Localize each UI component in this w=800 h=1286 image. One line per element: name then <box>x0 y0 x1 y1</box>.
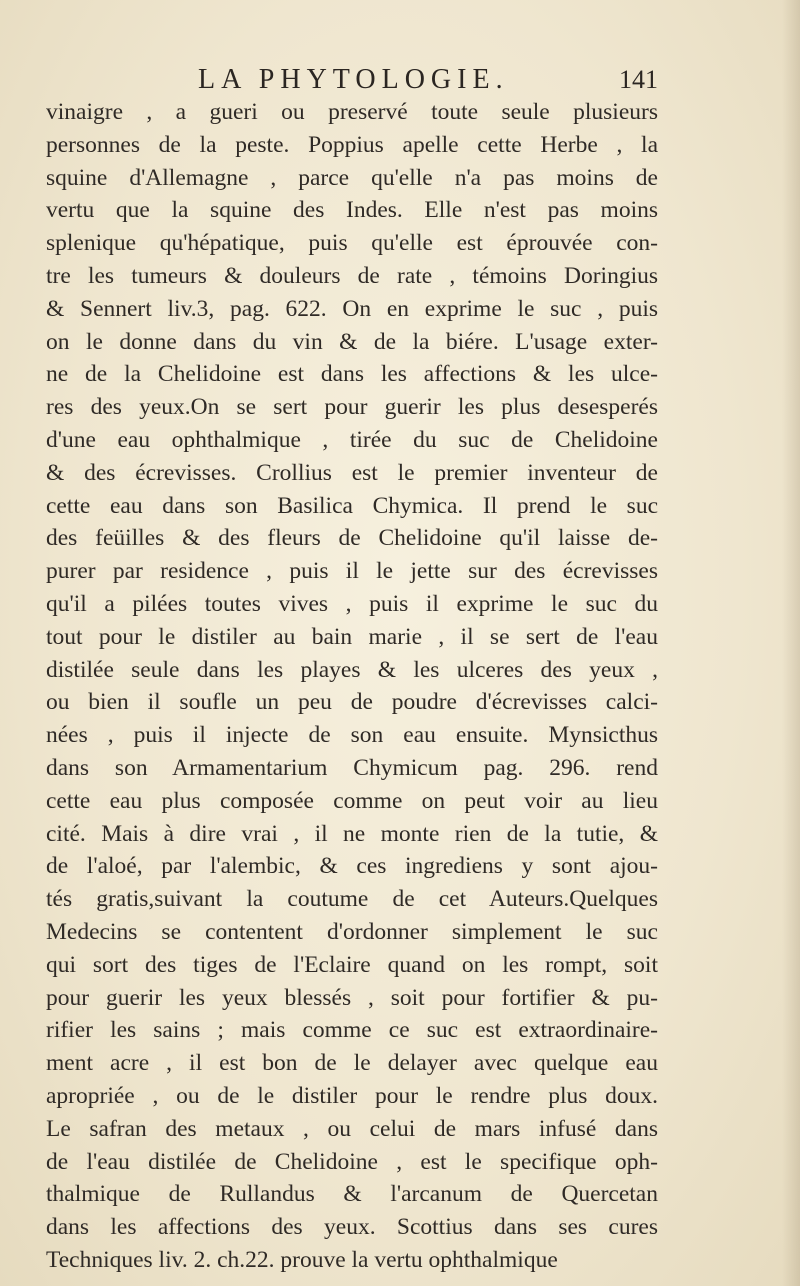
body-text <box>46 96 658 1277</box>
text-line: nées , puis il injecte de son eau ensuite. Mynsicthus <box>46 722 658 749</box>
text-line: dans son Armamentarium Chymicum pag. 296. rend <box>46 754 658 781</box>
text-line: Medecins se contentent d'ordonner simplement le suc <box>46 918 658 945</box>
text-line: vertu que la squine des Indes. Elle n'est pas moins <box>46 197 658 224</box>
text-line: ment acre , il est bon de le delayer avec quelque eau <box>46 1050 658 1077</box>
page-number: 141 <box>619 65 658 94</box>
text-line: qui sort des tiges de l'Eclaire quand on les rompt, soit <box>46 951 658 978</box>
text-line: cité. Mais à dire vrai , il ne monte rien de la tutie, & <box>46 820 658 847</box>
running-title: LA PHYTOLOGIE. <box>198 64 509 95</box>
text-line: Techniques liv. 2. ch.22. prouve la vertu ophthalmique <box>46 1246 558 1273</box>
text-line: dans les affections des yeux. Scottius dans ses cures <box>46 1214 658 1241</box>
text-line: squine d'Allemagne , parce qu'elle n'a pas moins de <box>46 164 658 191</box>
text-line: & Sennert liv.3, pag. 622. On en exprime le suc , puis <box>46 295 658 322</box>
text-line: tés gratis,suivant la coutume de cet Auteurs.Quelques <box>46 886 658 913</box>
text-line: rifier les sains ; mais comme ce suc est extraordinaire- <box>46 1017 658 1044</box>
text-line: de l'aloé, par l'alembic, & ces ingrediens y sont ajou- <box>46 853 658 880</box>
page-edge-shadow <box>782 0 800 1286</box>
text-line: & des écrevisses. Crollius est le premier inventeur de <box>46 459 658 486</box>
text-line: Le safran des metaux , ou celui de mars infusé dans <box>46 1115 658 1142</box>
text-line: d'une eau ophthalmique , tirée du suc de Chelidoine <box>46 426 658 453</box>
text-line: tre les tumeurs & douleurs de rate , témoins Doringius <box>46 262 658 289</box>
text-line: de l'eau distilée de Chelidoine , est le specifique oph- <box>46 1148 658 1175</box>
text-line: pour guerir les yeux blessés , soit pour fortifier & pu- <box>46 984 658 1011</box>
text-line: cette eau dans son Basilica Chymica. Il prend le suc <box>46 492 658 519</box>
text-line: distilée seule dans les playes & les ulceres des yeux , <box>46 656 658 683</box>
text-line: tout pour le distiler au bain marie , il se sert de l'eau <box>46 623 658 650</box>
text-line: thalmique de Rullandus & l'arcanum de Quercetan <box>46 1181 658 1208</box>
text-line: on le donne dans du vin & de la biére. L'usage exter- <box>46 328 658 355</box>
text-line: personnes de la peste. Poppius apelle cette Herbe , la <box>46 131 658 158</box>
text-line: vinaigre , a gueri ou preservé toute seule plusieurs <box>46 99 658 125</box>
text-line: apropriée , ou de le distiler pour le rendre plus doux. <box>46 1082 658 1109</box>
text-line: cette eau plus composée comme on peut voir au lieu <box>46 787 658 814</box>
text-line: ou bien il soufle un peu de poudre d'écrevisses calci- <box>46 689 658 716</box>
text-line: res des yeux.On se sert pour guerir les plus desesperés <box>46 394 658 421</box>
text-line: splenique qu'hépatique, puis qu'elle est éprouvée con- <box>46 230 658 257</box>
text-line: ne de la Chelidoine est dans les affections & les ulce- <box>46 361 658 388</box>
text-line: des feüilles & des fleurs de Chelidoine qu'il laisse de- <box>46 525 658 552</box>
text-line: qu'il a pilées toutes vives , puis il exprime le suc du <box>46 590 658 617</box>
text-line: purer par residence , puis il le jette sur des écrevisses <box>46 558 658 585</box>
